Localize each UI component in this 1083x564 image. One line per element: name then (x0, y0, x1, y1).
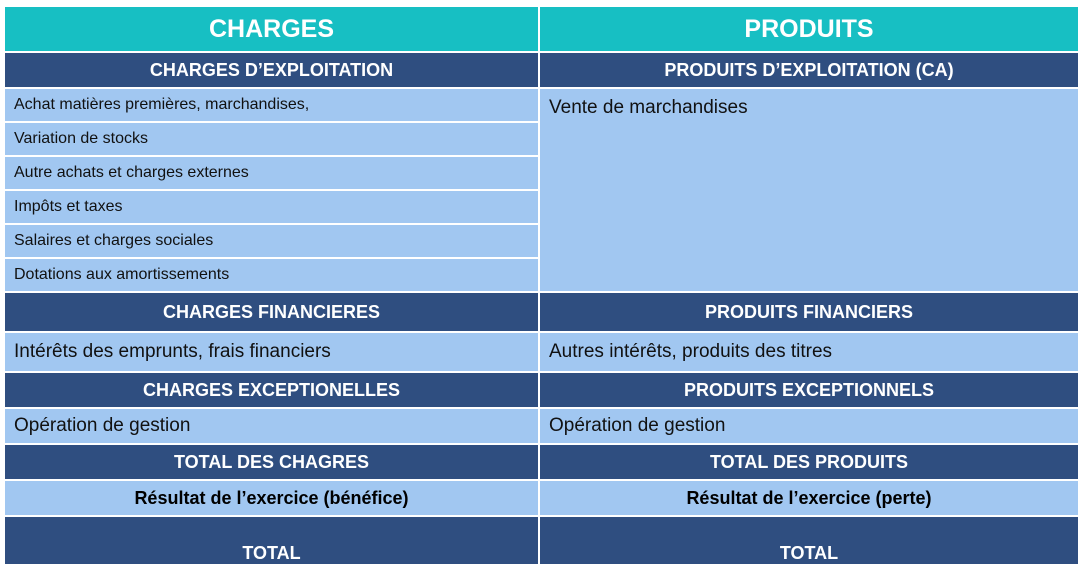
produits-exceptionnels-title: PRODUITS EXCEPTIONNELS (540, 373, 1078, 409)
charges-financieres-item: Intérêts des emprunts, frais financiers (5, 333, 540, 373)
charges-exploitation-item: Achat matières premières, marchandises, (5, 89, 540, 123)
charges-exploitation-item: Dotations aux amortissements (5, 259, 540, 293)
produits-exploitation-title: PRODUITS D’EXPLOITATION (CA) (540, 53, 1078, 89)
produits-exceptionnels-item: Opération de gestion (540, 409, 1078, 445)
charges-exceptionnelles-title: CHARGES EXCEPTIONELLES (5, 373, 540, 409)
charges-exploitation-item: Salaires et charges sociales (5, 225, 540, 259)
charges-exploitation-title: CHARGES D’EXPLOITATION (5, 53, 540, 89)
charges-exploitation-item: Variation de stocks (5, 123, 540, 157)
total-produits-title: TOTAL DES PRODUITS (540, 445, 1078, 481)
total-produits: TOTAL (540, 517, 1078, 564)
charges-header: CHARGES (5, 7, 540, 53)
produits-financiers-title: PRODUITS FINANCIERS (540, 293, 1078, 333)
resultat-benefice: Résultat de l’exercice (bénéfice) (5, 481, 540, 517)
charges-financieres-title: CHARGES FINANCIERES (5, 293, 540, 333)
compte-de-resultat-table (5, 7, 1078, 563)
produits-financiers-item: Autres intérêts, produits des titres (540, 333, 1078, 373)
produits-exploitation-item: Vente de marchandises (540, 89, 1078, 293)
charges-exploitation-item: Autre achats et charges externes (5, 157, 540, 191)
charges-exploitation-item: Impôts et taxes (5, 191, 540, 225)
resultat-perte: Résultat de l’exercice (perte) (540, 481, 1078, 517)
produits-header: PRODUITS (540, 7, 1078, 53)
charges-exceptionnelles-item: Opération de gestion (5, 409, 540, 445)
total-charges: TOTAL (5, 517, 540, 564)
total-charges-title: TOTAL DES CHAGRES (5, 445, 540, 481)
